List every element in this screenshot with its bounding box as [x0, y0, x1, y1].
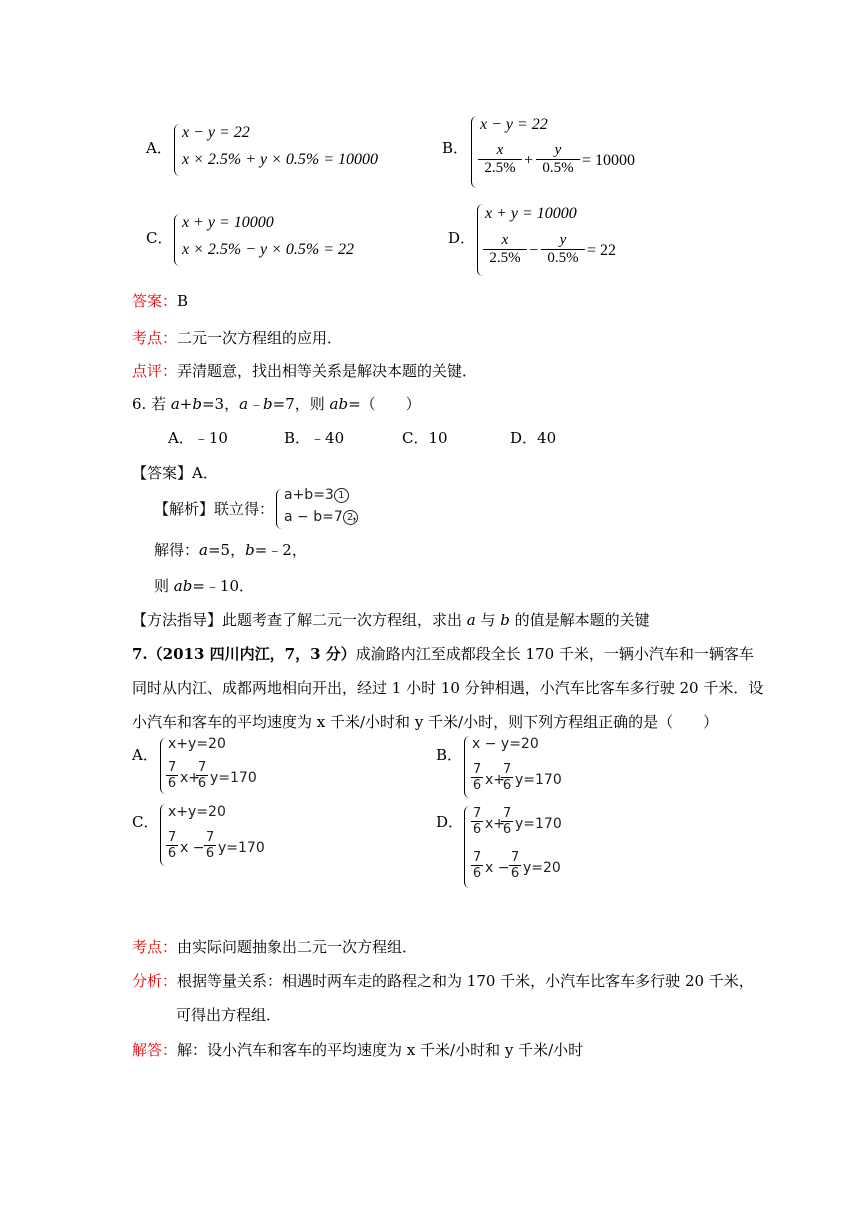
circled-two: 2: [343, 510, 358, 525]
q5-option-c-label: C．: [146, 229, 173, 247]
q5-option-b-label: B．: [442, 139, 469, 157]
q7-option-d-eq2-frac1: $\frac{7}{6}$: [472, 850, 482, 881]
circled-one: 1: [334, 488, 349, 503]
q7-stem-line1: 7.（2013 四川内江，7，3 分）成渝路内江至成都段全长 170 千米，一辆小汽车和一辆客车: [132, 645, 754, 663]
q5-kaodian-line: 考点：二元一次方程组的应用．: [132, 329, 343, 347]
q5-option-d-frac2: $\frac{y}{0.5\%}$: [541, 232, 585, 267]
q7-option-c-frac1: $\frac{7}{6}$: [167, 830, 177, 861]
q6-system-comma: ，: [352, 505, 368, 523]
q7-option-d-eq2-rhs: y=20: [523, 860, 561, 876]
q6-stem: 6. 若 a+b=3，a﹣b=7，则 ab=（ ）: [132, 395, 421, 413]
q5-option-b-plus: +: [524, 152, 534, 169]
q5-option-a-eq2: x × 2.5% + y × 0.5% = 10000: [182, 151, 379, 168]
q6-option-c: C．10: [402, 429, 448, 447]
q6-option-a: A．﹣10: [168, 429, 228, 447]
q7-option-b-frac2: $\frac{7}{6}$: [502, 762, 512, 793]
q6-method: 【方法指导】此题考查了解二元一次方程组，求出 a 与 b 的值是解本题的关键: [132, 611, 650, 629]
q7-stem-line3: 小汽车和客车的平均速度为 x 千米/小时和 y 千米/小时，则下列方程组正确的是（ ）: [132, 713, 719, 731]
q6-system-brace: [276, 489, 283, 529]
q7-fenxi-line1: 分析：根据等量关系：相遇时两车走的路程之和为 170 千米，小汽车比客车多行驶 20 千米，: [132, 972, 754, 990]
q5-option-b-rhs: = 10000: [582, 152, 636, 169]
q7-option-d-eq1-rhs: y=170: [515, 816, 562, 832]
q6-system-eq2: a − b=7 2: [284, 509, 358, 525]
q5-option-d-rhs: = 22: [587, 242, 617, 259]
q7-option-c-frac2: $\frac{7}{6}$: [205, 830, 215, 861]
q7-option-c-eq1: x+y=20: [168, 804, 226, 820]
q5-option-b-frac1: $\frac{x}{2.5\%}$: [478, 142, 522, 177]
q6-system-eq1: a+b=3 1: [284, 487, 349, 503]
q7-option-a-eq2-lhs: x+: [180, 770, 201, 786]
q5-option-b-eq1: x − y = 22: [480, 116, 548, 133]
q7-option-b-eq2-lhs: x+: [485, 772, 506, 788]
q5-option-d-minus: −: [529, 242, 539, 259]
q7-option-b-eq1: x − y=20: [472, 736, 539, 752]
q7-option-d-eq1-frac1: $\frac{7}{6}$: [472, 806, 482, 837]
q7-option-a-label: A．: [132, 746, 158, 764]
q7-fenxi-line2: 可得出方程组．: [176, 1006, 282, 1024]
q7-option-b-label: B．: [436, 746, 463, 764]
q5-option-b-brace: [471, 116, 478, 188]
q7-option-c-eq2-lhs: x −: [180, 840, 205, 856]
q7-option-d-brace: [464, 806, 471, 888]
q6-answer: 【答案】A．: [132, 464, 218, 482]
q5-option-d-frac1: $\frac{x}{2.5\%}$: [483, 232, 527, 267]
q5-option-d-eq1: x + y = 10000: [485, 205, 577, 222]
q7-stem-line2: 同时从内江、成都两地相向开出，经过 1 小时 10 分钟相遇，小汽车比客车多行驶 20 千米．设: [132, 679, 764, 697]
q5-option-a-label: A．: [146, 139, 172, 157]
q6-conclusion: 则 ab=﹣10．: [154, 577, 254, 595]
q7-option-b-frac1: $\frac{7}{6}$: [472, 762, 482, 793]
q6-option-b: B．﹣40: [284, 429, 345, 447]
q5-option-c-eq1: x + y = 10000: [182, 214, 274, 231]
q5-answer-line: 答案：B: [132, 292, 189, 310]
q7-option-c-label: C．: [132, 813, 159, 831]
q5-dianping-line: 点评：弄清题意，找出相等关系是解决本题的关键．: [132, 362, 478, 380]
q5-option-c-eq2: x × 2.5% − y × 0.5% = 22: [182, 241, 355, 258]
q5-option-a-brace: [174, 124, 181, 176]
q6-jiexi-label: 【解析】联立得：: [154, 500, 275, 518]
q7-kaodian-line: 考点：由实际问题抽象出二元一次方程组．: [132, 938, 418, 956]
q5-option-d-label: D．: [448, 229, 476, 247]
q7-option-a-frac2: $\frac{7}{6}$: [197, 760, 207, 791]
q5-option-a-eq1: x − y = 22: [182, 124, 250, 141]
q6-option-d: D．40: [510, 429, 557, 447]
q7-option-b-eq2-rhs: y=170: [515, 772, 562, 788]
q7-option-d-eq1-lhs: x+: [485, 816, 506, 832]
q5-option-b-frac2: $\frac{y}{0.5\%}$: [536, 142, 580, 177]
q7-option-c-eq2-rhs: y=170: [218, 840, 265, 856]
q7-option-d-label: D．: [436, 813, 464, 831]
q7-option-d-eq2-frac2: $\frac{7}{6}$: [510, 850, 520, 881]
q7-option-d-eq2-lhs: x −: [485, 860, 510, 876]
q7-option-a-eq2-rhs: y=170: [210, 770, 257, 786]
q7-jieda-line: 解答：解：设小汽车和客车的平均速度为 x 千米/小时和 y 千米/小时: [132, 1041, 584, 1059]
q7-option-a-eq1: x+y=20: [168, 736, 226, 752]
q7-option-d-eq1-frac2: $\frac{7}{6}$: [502, 806, 512, 837]
q7-option-a-frac1: $\frac{7}{6}$: [167, 760, 177, 791]
q6-solution: 解得：a=5，b=﹣2，: [154, 541, 307, 559]
q7-option-b-brace: [464, 736, 471, 798]
q5-option-c-brace: [174, 214, 181, 266]
